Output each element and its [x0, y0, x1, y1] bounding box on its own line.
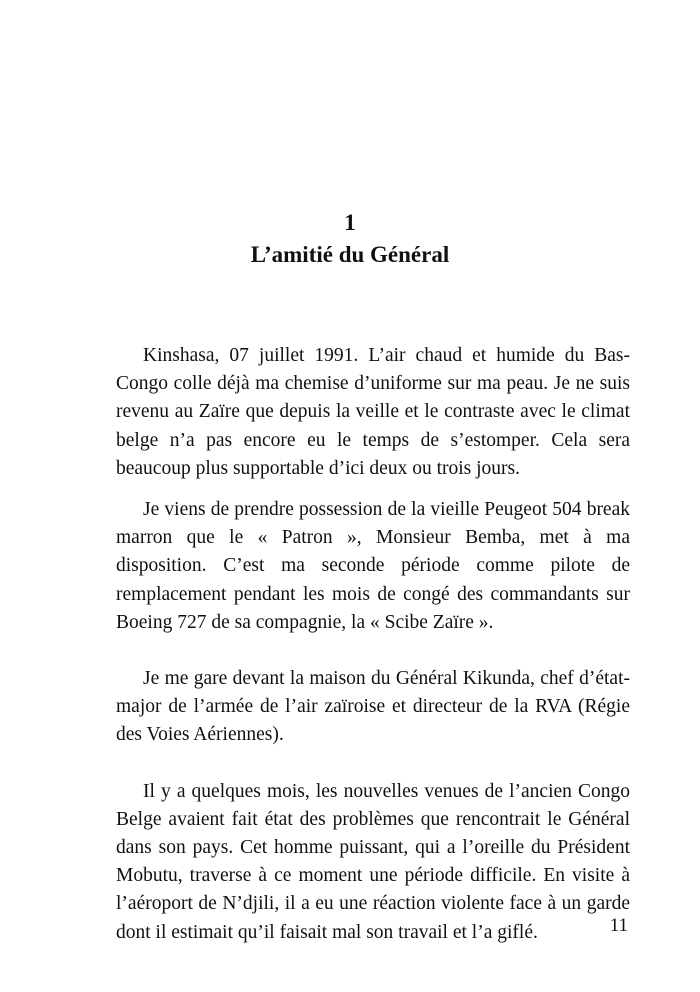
paragraph: Je me gare devant la maison du Général Kikunda, chef d’état-major de l’armée de l’air zaïroise et directeur de la RVA (Régie des Voies Aériennes). [116, 668, 630, 746]
paragraph: Je viens de prendre possession de la vieille Peugeot 504 break marron que le « Patron », Monsieur Bemba, met à ma disposition. C’est ma seconde période comme pilote de remplacement pendant les mois de congé des commandants sur Boeing 727 de sa compagnie, la « Scibe Zaïre ». [116, 499, 630, 633]
paragraph: Kinshasa, 07 juillet 1991. L’air chaud et humide du Bas-Congo colle déjà ma chemise d’uniforme sur ma peau. Je ne suis revenu au Zaïre que depuis la veille et le contraste avec le climat belge n’a pas encore eu le temps de s’estomper. Cela sera beaucoup plus supportable d’ici deux ou trois jours. [116, 345, 630, 479]
page-number: 11 [609, 915, 628, 936]
paragraph: Il y a quelques mois, les nouvelles venues de l’ancien Congo Belge avaient fait état des problèmes que rencontrait le Général dans son pays. Cet homme puissant, qui a l’oreille du Président Mobutu, traverse à ce moment une période difficile. En visite à l’aéroport de N’djili, il a eu une réaction violente face à un garde dont il estimait qu’il faisait mal son travail et l’a giflé. [116, 780, 630, 943]
chapter-title: L’amitié du Général [250, 242, 450, 267]
chapter-number: 1 [344, 210, 356, 235]
chapter-body [116, 342, 630, 947]
